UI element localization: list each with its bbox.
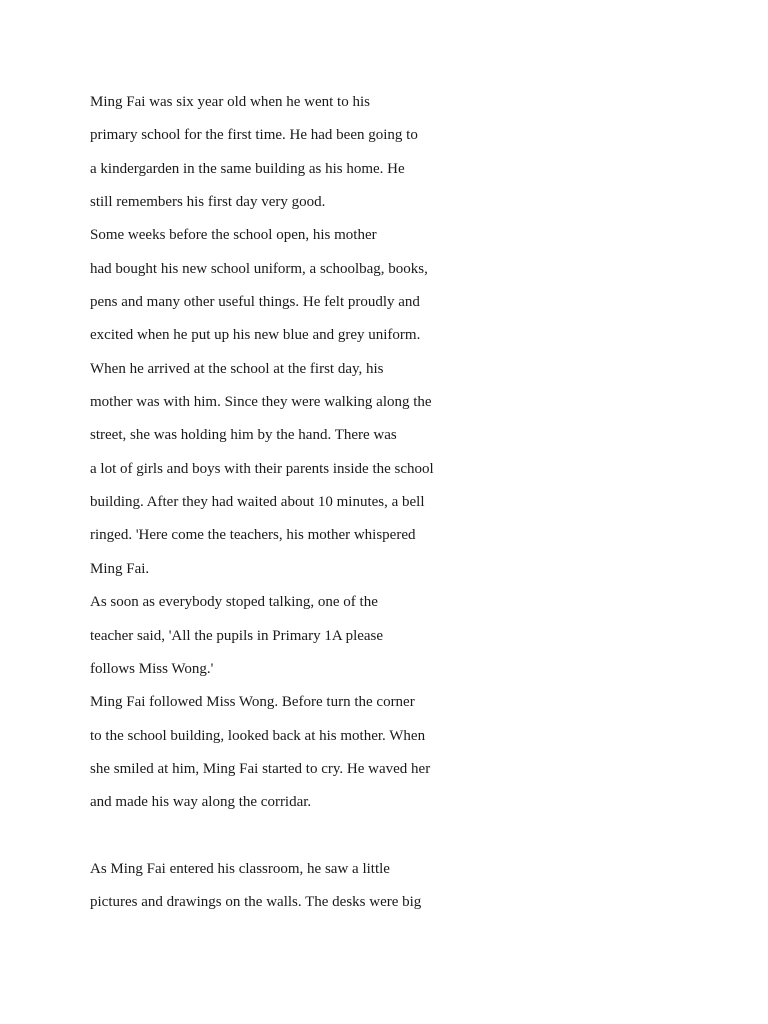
text-line: Ming Fai followed Miss Wong. Before turn the corner <box>90 694 415 711</box>
text-line: building. After they had waited about 10 minutes, a bell <box>90 494 425 511</box>
blank-line <box>90 820 690 853</box>
text-line: and made his way along the corridar. <box>90 794 312 811</box>
essay-text <box>90 86 690 920</box>
text-line: As Ming Fai entered his classroom, he saw a little <box>90 860 390 877</box>
text-line: still remembers his first day very good. <box>90 194 326 211</box>
text-line: pens and many other useful things. He felt proudly and <box>90 294 420 311</box>
text-line: a lot of girls and boys with their parents inside the school <box>90 460 434 477</box>
text-line: Ming Fai. <box>90 560 150 577</box>
text-line: to the school building, looked back at his mother. When <box>90 727 426 744</box>
text-line: street, she was holding him by the hand. There was <box>90 427 397 444</box>
text-line: she smiled at him, Ming Fai started to cry. He waved her <box>90 760 431 777</box>
text-line: excited when he put up his new blue and grey uniform. <box>90 327 421 344</box>
text-line: ringed. 'Here come the teachers, his mother whispered <box>90 527 416 544</box>
text-line: Some weeks before the school open, his mother <box>90 227 377 244</box>
text-line: primary school for the first time. He had been going to <box>90 127 418 144</box>
text-line: When he arrived at the school at the first day, his <box>90 360 384 377</box>
text-line: teacher said, 'All the pupils in Primary 1A please <box>90 627 384 644</box>
text-line: a kindergarden in the same building as his home. He <box>90 160 405 177</box>
text-line: had bought his new school uniform, a schoolbag, books, <box>90 260 428 277</box>
text-line: follows Miss Wong.' <box>90 660 214 677</box>
text-line: mother was with him. Since they were walking along the <box>90 394 432 411</box>
text-line: Ming Fai was six year old when he went to his <box>90 94 370 110</box>
text-line: As soon as everybody stoped talking, one of the <box>90 594 378 611</box>
text-line: pictures and drawings on the walls. The desks were big <box>90 894 422 911</box>
